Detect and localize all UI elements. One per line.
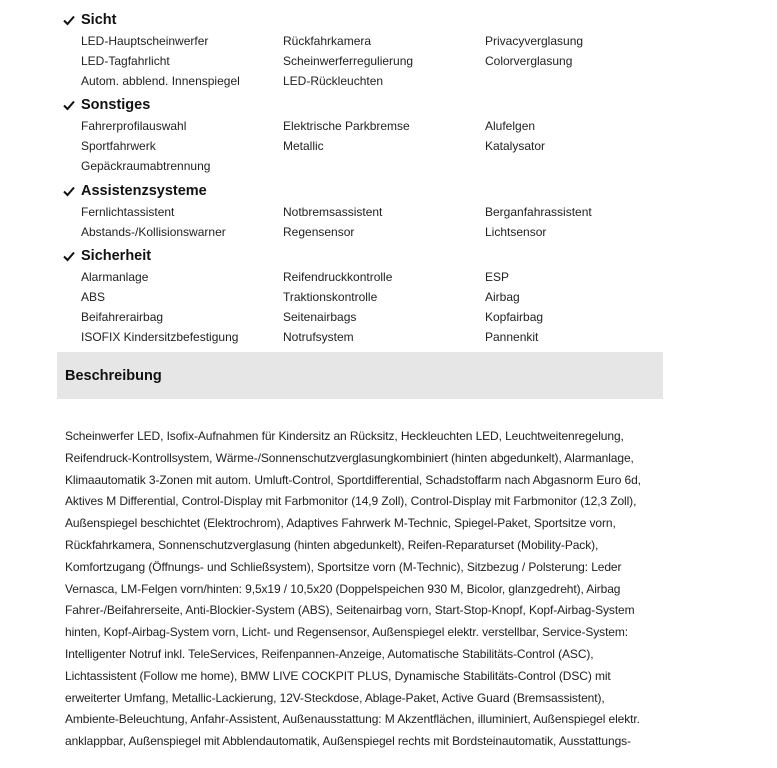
feature-item <box>485 72 685 92</box>
feature-item: Abstands-/Kollisionswarner <box>81 224 226 239</box>
description-line: Ambiente-Beleuchtung, Anfahr-Assistent, Außenausstattung: M Akzentflächen, illuminiert, Außenspiegel elektr. <box>65 712 640 727</box>
feature-item: Seitenairbags <box>283 309 357 324</box>
feature-item: ABS <box>81 290 106 305</box>
group-title: Sicht <box>81 12 117 28</box>
feature-item: LED-Rückleuchten <box>283 73 384 88</box>
description-title: Beschreibung <box>65 367 162 384</box>
group-header <box>62 179 682 203</box>
description-text <box>65 426 665 753</box>
feature-item: Reifendruckkontrolle <box>283 270 393 285</box>
description-line: Reifendruck-Kontrollsystem, Wärme-/Sonnenschutzverglasungkombiniert (hinten abgedunkelt), Alarmanlage, <box>65 450 634 465</box>
feature-item: Fahrerprofilauswahl <box>81 119 187 134</box>
feature-item: Notrufsystem <box>283 329 354 344</box>
feature-item: Gepäckraumabtrennung <box>81 158 211 173</box>
description-line: Rückfahrkamera, Sonnenschutzverglasung (hinten abgedunkelt), Reifen-Reparaturset (Mobility-Pack), <box>65 537 599 552</box>
group-header <box>62 8 682 32</box>
check-icon <box>62 98 76 112</box>
feature-item: Metallic <box>283 139 324 154</box>
description-line: hinten, Kopf-Airbag-System vorn, Licht- und Regensensor, Außenspiegel elektr. verstellbar, Service-System: <box>65 625 629 640</box>
feature-item <box>283 157 485 177</box>
description-line: anklappbar, Außenspiegel mit Abblendautomatik, Außenspiegel rechts mit Bordsteinautomatik, Ausstattungs- <box>65 734 631 749</box>
feature-group-sicht <box>62 8 682 91</box>
description-line: Vernasca, LM-Felgen vorn/hinten: 9,5x19 / 10,5x20 (Doppelspeichen 930 M, Bicolor, glanzgedreht), Airbag <box>65 581 621 596</box>
feature-item: Lichtsensor <box>485 224 547 239</box>
description-header <box>57 352 663 399</box>
feature-item: ESP <box>485 270 510 285</box>
description-line: Fahrer-/Beifahrerseite, Anti-Blockier-System (ABS), Seitenairbag vorn, Start-Stop-Knopf, Kopf-Airbag-System <box>65 603 635 618</box>
check-icon <box>62 13 76 27</box>
feature-group-assistenzsysteme <box>62 179 682 243</box>
check-icon <box>62 184 76 198</box>
feature-item: Traktionskontrolle <box>283 290 378 305</box>
feature-item: Colorverglasung <box>485 53 573 68</box>
feature-item: Beifahrerairbag <box>81 309 164 324</box>
feature-item: ISOFIX Kindersitzbefestigung <box>81 329 239 344</box>
feature-item: Regensensor <box>283 224 355 239</box>
description-line: erweiterter Umfang, Metallic-Lackierung, 12V-Steckdose, Ablage-Paket, Active Guard (Bremsassistent), <box>65 690 605 705</box>
feature-grid <box>62 203 682 243</box>
feature-item: Airbag <box>485 290 520 305</box>
description-line: Komfortzugang (Öffnungs- und Schließsystem), Sportsitze vorn (M-Technic), Sitzbezug / Polsterung: Leder <box>65 559 622 574</box>
features-section <box>62 8 682 350</box>
group-header <box>62 244 682 268</box>
feature-item: LED-Tagfahrlicht <box>81 53 170 68</box>
feature-item: Alarmanlage <box>81 270 149 285</box>
description-line: Aktives M Differential, Control-Display mit Farbmonitor (14,9 Zoll), Control-Display mit Farbmonitor (12,3 Zoll), <box>65 494 637 509</box>
feature-grid <box>62 268 682 347</box>
description-line: Außenspiegel beschichtet (Elektrochrom), Adaptives Fahrwerk M-Technic, Spiegel-Paket, Sportsitze vorn, <box>65 516 616 531</box>
group-title: Sonstiges <box>81 97 151 114</box>
feature-item: Elektrische Parkbremse <box>283 119 410 134</box>
feature-group-sonstiges <box>62 93 682 176</box>
check-icon <box>62 249 76 263</box>
group-title: Sicherheit <box>81 248 152 265</box>
description-line: Klimaautomatik 3-Zonen mit autom. Umluft-Control, Sportdifferential, Schadstoffarm nach Abgasnorm Euro 6d, <box>65 472 641 487</box>
feature-item: Alufelgen <box>485 119 536 134</box>
feature-item: Katalysator <box>485 139 546 154</box>
description-line: Lichtassistent (Follow me home), BMW LIVE COCKPIT PLUS, Dynamische Stabilitäts-Control (DSC) mit <box>65 668 611 683</box>
feature-item: Kopfairbag <box>485 309 544 324</box>
feature-item: Pannenkit <box>485 329 539 344</box>
feature-grid <box>62 117 682 176</box>
feature-item: LED-Hauptscheinwerfer <box>81 34 209 48</box>
group-title: Assistenzsysteme <box>81 182 207 199</box>
description-line: Intelligenter Notruf inkl. TeleServices, Reifenpannen-Anzeige, Automatische Stabilitäts-Control (ASC), <box>65 646 594 661</box>
feature-item: Privacyverglasung <box>485 34 584 48</box>
group-header <box>62 93 682 117</box>
feature-item: Berganfahrassistent <box>485 204 592 219</box>
feature-grid <box>62 32 682 91</box>
feature-item: Fernlichtassistent <box>81 204 175 219</box>
feature-item: Scheinwerferregulierung <box>283 53 414 68</box>
feature-group-sicherheit <box>62 244 682 347</box>
description-line: Scheinwerfer LED, Isofix-Aufnahmen für Kindersitz an Rücksitz, Heckleuchten LED, Leuchtweitenregelung, <box>65 429 624 443</box>
feature-item: Sportfahrwerk <box>81 139 156 154</box>
feature-item: Notbremsassistent <box>283 204 383 219</box>
feature-item: Rückfahrkamera <box>283 34 372 48</box>
feature-item <box>485 157 685 177</box>
feature-item: Autom. abblend. Innenspiegel <box>81 73 240 88</box>
